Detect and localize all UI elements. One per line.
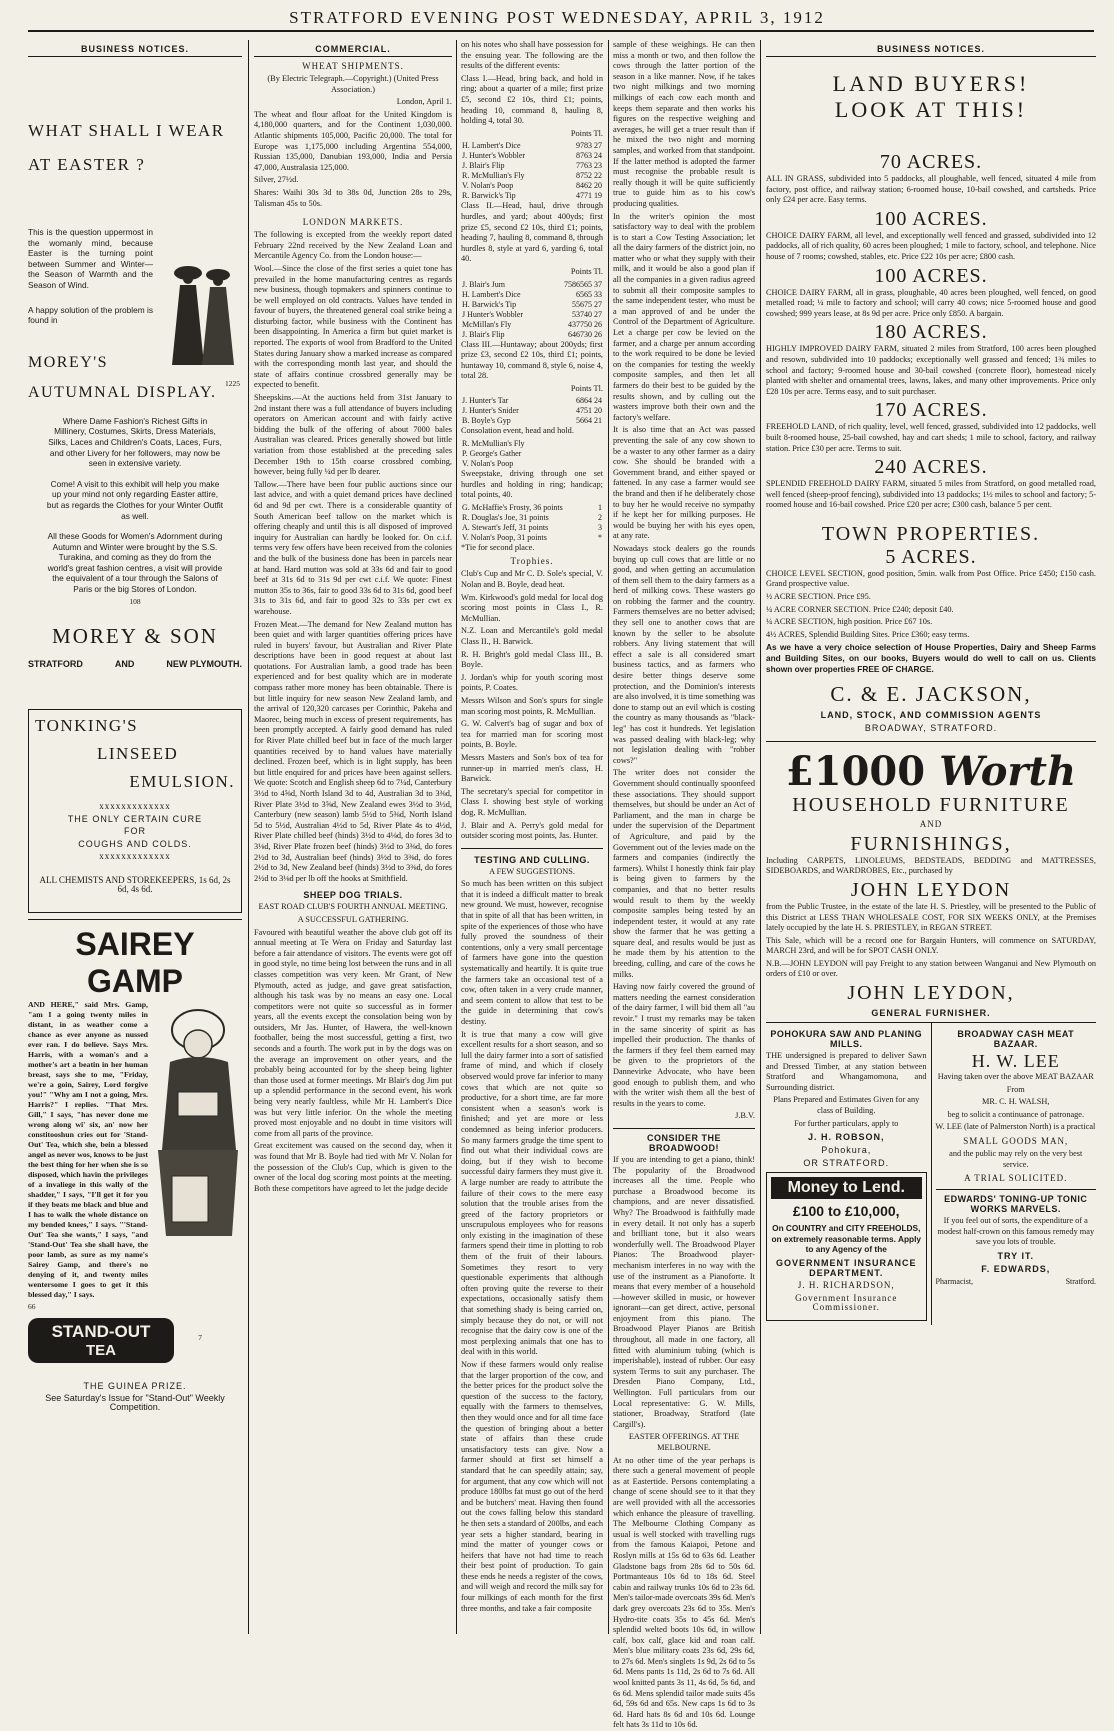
dog-name: J Hunter's Wobbler <box>462 309 524 319</box>
dog-name: P. George's Gather <box>462 449 522 459</box>
column-sheep-dog-results <box>461 40 603 1634</box>
tonkings-emulsion-ad <box>28 709 242 913</box>
class-heading: Class III.—Huntaway; about 200yds; first prize £3, second £2 10s, third £1; points, huntaway 10, command 8, style 6, noise 4, total 28. <box>461 339 603 381</box>
ad-title: HOUSEHOLD FURNITURE <box>792 794 1070 817</box>
ad-text: On COUNTRY and CITY FREEHOLDS, on extremely reasonable terms. Apply to any Agency of the <box>771 1223 922 1255</box>
acreage-heading: 180 ACRES. <box>874 321 988 344</box>
article-text: Shares: Waihi 30s 3d to 38s 0d, Junction 28s to 29s, Talisman 45s to 50s. <box>254 187 452 208</box>
article-text: If you are intending to get a piano, think! The popularity of the Broadwood increases all the time. People who purchase a Broadwood become its champions, and are never dissatisfied. Why? The Broadwood is faithfully made in every detail. It not only has a superb and brilliant tone, but it also wears wonderfully well. The Broadwood Player Pianos: The Broadwood player-mechanism interferes in no way with the use of the instrument as a Pianoforte. It means that every member of a household—however skilled in music, or however ignorant—can get direct, active, personal enjoyment from this piano. The Broadwood Player Pianos are British throughout, all made in one factory, all fitted with aluminium tubing (which is imperishable), instead of rubber. Our easy system Terms to suit any purchaser. The Dresden Piano Company, Ltd., Wellington. Full particulars from our Local representative: G. W. Mills, stationer, Broadway, Stratford (late Cargill's). <box>613 1154 755 1429</box>
acreage-heading: 5 ACRES. <box>885 545 977 568</box>
result-row <box>461 171 603 181</box>
section-heading: LONDON MARKETS. <box>302 217 404 228</box>
property-text: 4½ ACRES, Splendid Building Sites. Price £360; easy terms. <box>766 629 970 639</box>
article-text: Frozen Meat.—The demand for New Zealand mutton has been quiet and with larger quantities offering prices have ruled in buyers' favour, but Australian and River Plate descriptions have been in good request at about last quotations. For Australian lamb, a good trade has been experienced and for best quality which are in moderate compass rather more money has been obtainable. There is but little inquiry for new season New Zealand lamb, and the arrival of 120,320 carcases per Corinthic, Pakeha and Maorec, being much in excess of present requirements, has been promptly accepted. A fairly good demand has ruled for River Plate chilled beef but in face of the much larger quantities received by to hand values have materially declined. Frozen beef, which is in light supply, has been but little enquired for and prices have been against sellers. We quote: Scotch and English sheep 6d to 7¼d, Canterbury 3½d to 4⅝d, North Island 3d to 4d, Australian 3d to 3⅜d, River Plate 3½d to 3⅝d, New Zealand ewes 3½d to 3½d, Canterbury (new season) lamb 5½d to 5⅜d, North Island 5d to 5½d, Australian 4½d to 5d, River Plate 4s to 4½d, River Plate chilled beef (hinds) 3½d to 4⅛d, do fores 3d to 3⅛d, River Plate frozen beef (hinds) 3½d to 3⅜d, do fores 2½d to 3d, Australian beef (hinds) 3½d to 3⅜d, do fores 2½d to 3d, New Zealand beef (hinds) 3½d to 3⅜d, do fores 2½d to 3⅛d per lb off the hooks at Smithfield. <box>254 619 452 883</box>
column-header: BUSINESS NOTICES. <box>766 44 1096 57</box>
ad-title: AT EASTER ? <box>28 155 146 174</box>
footnote: *Tie for second place. <box>461 542 535 552</box>
trophy-text: The secretary's special for competitor in Class I. showing best style of working dog, R. McMullian. <box>461 786 603 817</box>
agency-name: C. & E. JACKSON, <box>830 682 1032 707</box>
ad-number: 7 <box>198 1333 202 1342</box>
ad-headline <box>766 750 1096 794</box>
worth-word: Worth <box>939 748 1077 796</box>
ad-text: TRY IT. <box>997 1251 1034 1261</box>
ad-title: POHOKURA SAW AND PLANING MILLS. <box>770 1029 923 1050</box>
column-advertisements-left <box>28 44 242 1634</box>
amount: £1000 <box>785 748 926 796</box>
dog-points <box>599 449 603 459</box>
dog-points: 6565 33 <box>576 289 602 299</box>
trophy-text: R. H. Bright's gold medal Class III., B. Boyle. <box>461 649 603 670</box>
right-ad-column <box>932 1023 1097 1324</box>
ornament: xxxxxxxxxxxxx <box>99 801 171 811</box>
results-table-consolation <box>461 439 603 469</box>
ad-text: Where Dame Fashion's Richest Gifts in Millinery, Costumes, Skirts, Dress Materials, Silks, Laces and Children's Coats, Laces, Furs, and other Livery for her followers, may now be seen in extensive variety. <box>48 415 222 469</box>
firm-towns <box>28 659 242 669</box>
article-text: Sheepskins.—At the auctions held from 31st January to 2nd instant there was a full attendance of buyers including operators on American account and with fairly active bidding the bulk of the offering of about 7000 bales Australian was cleared. Prices generally showed but little variation from those established at the preceding sales December 19th to 15th coarse crossbred combing, however, being fully ¼d per lb dearer. <box>254 393 452 477</box>
dog-name: J. Blair's Flip <box>462 329 505 339</box>
pharmacy-footer <box>936 1277 1097 1286</box>
ad-title: EMULSION. <box>129 772 235 791</box>
section-heading: CONSIDER THE BROADWOOD! <box>613 1128 755 1153</box>
property-text: SPLENDID FREEHOLD DAIRY FARM, situated 5 miles from Stratford, on good metalled road, well fenced (sheep-proof fencing), subdivided into 13 paddocks; 1½ miles to school and factory; 5-roomed house and 16-bail cowshed. Price £20 per acre; £300 cash, balance 5 per cent. <box>766 479 1096 510</box>
dog-name: R. McMullian's Fly <box>462 171 525 181</box>
class-heading: Consolation event, head and hold. <box>461 426 574 436</box>
trophy-text: Club's Cup and Mr C. D. Sole's special, V. Nolan and B. Boyle, dead heat. <box>461 569 603 590</box>
ad-text: Plans Prepared and Estimates Given for any class of Building. <box>773 1095 920 1116</box>
results-table-class-1 <box>461 141 603 201</box>
contact-place: OR STRATFORD. <box>803 1158 890 1169</box>
sairey-gamp-ad <box>28 919 242 1413</box>
dog-name: J. Hunter's Snider <box>462 406 519 416</box>
column-header: COMMERCIAL. <box>254 44 452 57</box>
agency-note: As we have a very choice selection of House Properties, Dairy and Sheep Farms and Building Sites, on our books, Buyers would do well to call on us. Clients shown over properties FREE OF CHARGE. <box>766 642 1096 674</box>
ad-text: Having taken over the above MEAT BAZAAR <box>937 1072 1094 1082</box>
masthead: STRATFORD EVENING POST WEDNESDAY, APRIL 3, 1912 <box>289 8 825 27</box>
ad-text: from the Public Trustee, in the estate of the late H. S. Priestley, will be presented to the Public of this District at LESS THAN WHOLESALE COST, FOR SIX WEEKS ONLY, at the Premises lately occupied by the late H. S. PRIESTLEY, in REGAN STREET. <box>766 901 1096 933</box>
brand-name: STAND-OUT <box>51 1321 151 1341</box>
result-row <box>461 439 603 449</box>
result-row <box>461 330 603 340</box>
ad-number: 108 <box>129 596 141 606</box>
dog-points <box>599 459 603 469</box>
dog-name: A. Stewart's Jeff, 31 points <box>462 522 549 532</box>
article-text: Having now fairly covered the ground of matters needing the earnest consideration of the dairy farmer, I will bid them all "au revoir." I trust my remarks may be taken in the same sincerity of spirit as has impelled their production. The thanks of the farmers if they feel them earned may be given to the proprietors of the Dannevirke Advocate, who have been good enough to publish them, and who with the writer wish them all the best of results in the years to come. <box>613 982 755 1108</box>
ornament: xxxxxxxxxxxxx <box>99 851 171 861</box>
ad-title: EDWARDS' TONING-UP TONIC WORKS MARVELS. <box>936 1189 1097 1214</box>
section-heading: TOWN PROPERTIES. <box>821 522 1041 545</box>
ad-title: SAIREY GAMP <box>75 926 195 999</box>
fashion-ladies-illustration <box>158 261 243 371</box>
result-row <box>461 406 603 416</box>
acreage-heading: 170 ACRES. <box>874 399 988 422</box>
article-text: At no other time of the year perhaps is there such a general movement of people as at Eastertide. Persons contemplating a change of scene should see to it that they are well provided with all the accessories which enhance the pleasure of travelling. The Melbourne Clothing Company as usual is well stocked with travelling rugs from the famous Kaiapoi, Petone and Roslyn mills at 15s 6d to 63s 6d. Leather Gladstone bags from 28s 6d to 50s 6d. Portmanteaus 10s 6d to 18s 6d. Steel cabin and railway trunks 10s 6d to 23s 6d. Men's tailor-made overcoats 39s 6d. Men's dark grey overcoats 23s 6d to 35s. Men's Hydro-tite coats 35s to 45s 6d. Men's splendid welted boots 10s 6d, in willow calf, box calf, glace kid and roan calf. Men's blue military coats 23s 6d, 29s 6d, to 27s 6d. Men's singlets 1s 9d, 2s 6d to 5s 6d. Mens pants 1s 11d, 2s 6d to 7s 6d. All wool knitted pants 3s 11, 4s 6d, 5s 6d, and 6s 6d. Mens splendid tailor made suits 45s 6d, 59s 6d and 65s. New caps 1s 6d to 3s 6d. Hard hats 8s 6d and 10s 6d. Lounge felt hats 3s 11d to 10s 6d. <box>613 1455 755 1730</box>
article-text: Now if these farmers would only realise that the larger proportion of the cow, and the better prices for the product solve the question of the success to the factory, equally with the farmers to themselves, then they would once and for all time face the question of bringing about a better state of affairs than these crude unsatisfactory tests can give. Now a farmer should at first set himself a standard that he can speedily attain; say, for argument, that any cow which will not produce 180lbs fat must go out of the herd and be butchers' meat. Having then found out the cows falling below this standard he then sets a standard of 200lbs, and each year sets a higher standard, bearing in mind the matter of younger cows or heifers that have not had time to reach their best point of production. To gain these ends he needs a register of the cows, and will weigh and record the milk say for four milkings of each month for the first three months, and take a fair composite <box>461 1360 603 1613</box>
dog-points: 5664 21 <box>576 416 602 426</box>
property-text: ½ ACRE SECTION. Price £95. <box>766 592 871 602</box>
dog-name: J. Hunter's Tar <box>462 396 509 406</box>
ad-title: AUTUMNAL DISPLAY. <box>28 383 217 401</box>
article-text: Nowadays stock dealers go the rounds buying up cull cows that are little or no good, and when getting an accumulation of them sell them to the dairy farmers as a herd of milking cows. These wasters go on robbing the farmer and the country. Farmers themselves are no better advised; they sell one to another cows that are known by the seller to be absolute robbers. Any living statement that will effect a sale is all considered smart business tactics, and as farmers who desire better things deserve some protection, and the Dominion's interests are also involved, it is time something was done to stamp out an evil which is costing the country as many thousands as "black-leg" has cost it hundreds. Yet legislation was passed dealing with black-leg; why not legislation dealing with "robber cows?" <box>613 543 755 765</box>
ad-text: Come! A visit to this exhibit will help you make up your mind not only regarding Easter attire, but as regards the Clothes for your Winter Outfit as well. <box>46 478 224 521</box>
ad-text: If you feel out of sorts, the expenditure of a modest half-crown on this famous remedy may save you lots of trouble. <box>937 1216 1095 1247</box>
ad-text: This Sale, which will be a record one for Bargain Hunters, will commence on SATURDAY, MARCH 23rd, and will be for SPOT CASH ONLY. <box>766 935 1096 956</box>
article-text: Silver, 27½d. <box>254 175 299 185</box>
pharmacist-name: F. EDWARDS, <box>981 1264 1051 1274</box>
points-label: Points Tl. <box>570 383 603 393</box>
property-text: CHOICE DAIRY FARM, all in grass, ploughable, 40 acres been ploughed, well fenced, on good metalled road; ¼ mile to factory and school; will carry 40 cows; nice 5-roomed house and good cowshed; 999 years lease, at 8s 9d per acre. Price only £850. A bargain. <box>766 287 1096 318</box>
class-heading: Sweepstake, driving through one set hurdles and holding in ring; handicap; total points, 40. <box>461 469 603 500</box>
property-text: FREEHOLD LAND, of rich quality, level, well fenced, grassed, subdivided into 12 paddocks, well built 8-roomed house, 25-bail cowshed, hay and cart sheds; 1 mile to school, factory, and railway station. Price £30 per acre. Terms to suit. <box>766 422 1096 453</box>
dog-name: H. Barwick's Tip <box>462 299 517 309</box>
property-text: ¼ ACRE SECTION, high position. Price £67 10s. <box>766 617 933 627</box>
section-heading: SHEEP DOG TRIALS. <box>303 890 403 901</box>
ad-number: 66 <box>28 1302 36 1311</box>
ad-text: and the public may rely on the very best service. <box>949 1149 1083 1169</box>
loan-amount: £100 to £10,000, <box>792 1203 900 1220</box>
section-heading: WHEAT SHIPMENTS. <box>302 61 404 71</box>
commissioner-name: J. H. RICHARDSON, <box>797 1280 895 1290</box>
result-row <box>461 300 603 310</box>
dog-name: R. Douglas's Joe, 31 points <box>462 512 549 522</box>
result-row <box>461 181 603 191</box>
class-heading: Class II.—Head, haul, drive through hurdles, and yard; about 400yds; first prize £5, second £2 10s, third £1; points, heading 7, hauling 8, command 8, through hurdles 8, style at yard 6, yarding 6, total 40. <box>461 201 603 264</box>
property-text: CHOICE LEVEL SECTION, good position, 5min. walk from Post Office. Price £450; £150 cash. Grand prospective value. <box>766 568 1096 589</box>
article-text: Wool.—Since the close of the first series a quiet tone has prevailed in the home manufacturing centres as regards new business, though topmakers and spinners continue to be well employed on old contracts. Values have tended in favour of buyers, the threatened general coal strike being a disturbing factor, while business with the Continent has been disappointing. In America a firm but quiet market is reported. The exports of wool from Bradford to the United States during January show a marked increase as compared with the corresponding month last year, and should the state of affairs continue crossbred generally may be expected to benefit. <box>254 263 452 390</box>
result-row <box>461 290 603 300</box>
property-text: ¼ ACRE CORNER SECTION. Price £240; deposit £40. <box>766 604 954 614</box>
article-text: Favoured with beautiful weather the above club got off its annual meeting at Te Wera on Friday and Saturday last before a fair attendance of visitors. The events were got off in good style, no time being lost between the runs and in all classes competition was very keen. Mr Grant, of New Plymouth, acted as judge, and gave great satisfaction, although his task was by no means an easy one. Local competitors were not quite so successful as in former years, all the events except the consolation being won by outsiders, Mr Jas. Hunter, of Hawera, the well-known footballer, being the most successful, getting a first, two seconds and a fourth. The work put in by the dogs was on the average an improvement on other years, and the probably being accounted for by the sheep being lighter than those used at former meetings. Mr Blair's dog Jim put up a splendid performance in the second event, his work being very nearly faultless, while Mr H. Lambert's Dice was but very little inferior. On the whole the meeting proved most enjoyable and no doubt in time visitors will come from all parts of the province. <box>254 927 452 1138</box>
ad-text: A TRIAL SOLICITED. <box>964 1173 1068 1184</box>
ad-text: SMALL GOODS MAN, <box>963 1136 1069 1147</box>
dog-name: McMillan's Fly <box>462 319 512 329</box>
contact-name: J. H. ROBSON, <box>807 1132 885 1143</box>
trophy-text: Messrs Masters and Son's box of tea for runner-up in married men's class, H. Barwick. <box>461 752 603 784</box>
dog-name: V. Nolan's Poop, 31 points <box>462 532 547 542</box>
section-heading: TESTING AND CULLING. <box>461 848 603 865</box>
property-text: HIGHLY IMPROVED DAIRY FARM, situated 2 miles from Stratford, 100 acres been ploughed and resown, subdivided into 10 paddocks; exceptionally well grassed and fenced; 1¾ miles to school and factory; 9-roomed house and 30-bail cowshed (concrete floor), homestead nicely planted with shelter and ornamental trees, lawns, lakes, and many other improvements. Price only £28 10s per acre. Terms easy, and to suit purchaser. <box>766 344 1096 396</box>
trophy-text: Wm. Kirkwood's gold medal for local dog scoring most points in Class I., R. McMullian. <box>461 592 603 623</box>
dog-name: J. Hunter's Wobbler <box>462 151 526 161</box>
department-name: GOVERNMENT INSURANCE DEPARTMENT. <box>775 1258 917 1278</box>
dog-points: 53740 27 <box>572 309 602 319</box>
ad-title: FURNISHINGS, <box>850 832 1012 855</box>
ad-title: BROADWAY CASH MEAT BAZAAR. <box>957 1029 1075 1050</box>
points-label: Points Tl. <box>570 266 603 276</box>
town-name: STRATFORD <box>28 659 83 670</box>
commissioner-title: Government Insurance Commissioner. <box>795 1292 898 1312</box>
points-label: Points Tl. <box>570 128 603 138</box>
dog-points: 3 <box>598 522 602 532</box>
result-row <box>461 161 603 171</box>
result-row <box>461 396 603 406</box>
result-row <box>461 191 603 201</box>
dog-name: H. Lambert's Dice <box>462 289 521 299</box>
easter-wear-ad <box>28 121 242 670</box>
trophy-text: J. Jordan's whip for youth scoring most points, P. Coates. <box>461 672 603 693</box>
article-text: It is also time that an Act was passed preventing the sale of any cow shown to be a waster to any other farmer as a dairy cow. She should be branded with a Government brand, and either spayed or fattened. In any case a farmer would see the brand and then if he deliberately chose to buy her he would receive no sympathy if he kept her for milking purposes. He would be buying her with his eyes open, at any rate. <box>613 425 755 541</box>
dog-points: 1 <box>598 502 602 512</box>
ad-number: 1225 <box>225 379 240 388</box>
dog-points <box>599 439 603 449</box>
column-header: BUSINESS NOTICES. <box>28 44 242 57</box>
contact-place: Pohokura, <box>821 1145 872 1156</box>
result-row <box>461 513 603 523</box>
dog-name: J. Blair's Flip <box>462 161 505 171</box>
dog-name: G. McHaffie's Frosty, 36 points <box>462 502 563 512</box>
acreage-heading: 100 ACRES. <box>874 207 988 230</box>
ad-text: This is the question uppermost in the womanly mind, because Easter is the turning point between Summer and Winter—the Season of Warmth and the Season of Wind. <box>28 227 153 290</box>
ad-text: For further particulars, apply to <box>794 1118 899 1128</box>
ad-title: MOREY'S <box>28 353 109 371</box>
article-text: It is true that many a cow will give excellent results for a short season, and so lull the dairy farmer into a sort of satisfied frame of mind, and which if closely observed would prove far inferior to many cows that which are not quite so productive, for a short time, are far more consistent when a season's work is finished; and yet are more or less condemned as being inferior producers. So many farmers grudge the time spent to find out what their individual cows are doing, but if they wish to become successful dairy farmers they must give it. A large number are ready to attribute the failure of their cows to the mere easy solution that the trouble arises from the greed of the factory proprietors or unscrupulous employees who for reasons only existing in the imagination of these farmers spend their time in plotting to rob them of the fruit of their labours. Sometimes they resort to very questionable experiments that although often proving quite the reverse to their expectations, occasionally satisfy them that something shady is being carried on, simply because they do not, or will not recognise that the dairy cow is one of the most perplexing animals that one has to deal with in this world. <box>461 1029 603 1357</box>
ad-text: MR. C. H. WALSH, <box>982 1097 1050 1107</box>
dog-points: 55675 27 <box>572 299 602 309</box>
ad-text: W. LEE (late of Palmerston North) is a practical <box>935 1122 1096 1132</box>
dog-points: 7586565 37 <box>564 279 602 289</box>
acreage-heading: 100 ACRES. <box>874 264 988 287</box>
dog-name: R. McMullian's Fly <box>462 439 525 449</box>
agency-address: BROADWAY, STRATFORD. <box>864 723 998 734</box>
ad-text: AND <box>919 819 943 830</box>
subheading: A FEW SUGGESTIONS. <box>489 866 575 876</box>
left-ad-column <box>766 1023 932 1324</box>
column-testing-culling <box>613 40 755 1730</box>
brand-name: TEA <box>86 1341 116 1359</box>
town-and: AND <box>114 659 135 670</box>
trophies-heading: Trophies. <box>510 556 554 567</box>
ad-title: WHAT SHALL I WEAR <box>28 121 225 140</box>
dog-points: 2 <box>598 512 602 522</box>
prize-text: See Saturday's Issue for "Stand-Out" Weekly Competition. <box>45 1392 225 1412</box>
acreage-heading: 70 ACRES. <box>879 151 983 173</box>
masthead-rule <box>28 30 1094 32</box>
column-divider <box>248 40 249 1634</box>
dateline: London, April 1. <box>396 97 452 107</box>
column-advertisements-right <box>766 44 1096 1634</box>
article-text: Great excitement was caused on the second day, when it was found that Mr B. Boyle had tied with Mr V. Nolan for the possession of the Club's Cup, which is given to the owner of the local dog scoring most points at the meeting. Both these competitors have agreed to let the judge decide <box>254 1141 452 1193</box>
ad-title: LOOK AT THIS! <box>834 97 1028 122</box>
merchant-name: JOHN LEYDON, <box>847 982 1015 1005</box>
article-text: The writer does not consider the Government should continually spoonfeed these associations. They should support themselves, but should be under an Act of Parliament, and the man in charge be under the supervision of the Department of Agriculture, and paid by the Government out of the levies made on the farmers and companies (indirectly the farmers). Whilst I honestly think fair play is being given to farmers by the companies, and that no better results would result to them by the weekly composite samples being tested by an independent tester, it would at any rate show the farmer that he was getting a square deal, and results would be just as he made them by his attention to the breeding, culling, and care of the cows he milks. <box>613 768 755 979</box>
ad-text: Including CARPETS, LINOLEUMS, BEDSTEADS, BEDDING and MATTRESSES, SIDEBOARDS, and WARDROBES, Etc., purchased by <box>766 855 1096 876</box>
dog-points: 437750 26 <box>568 319 602 329</box>
signature: J.B.V. <box>735 1111 755 1121</box>
dog-points: * <box>598 532 602 542</box>
ad-text: THE undersigned is prepared to deliver Sawn and Dressed Timber, at any station between Stratford and Whangamomona, and Surrounding district. <box>766 1051 927 1092</box>
dog-points: 4751 20 <box>576 406 602 416</box>
article-text: The wheat and flour afloat for the United Kingdom is 4,180,000 quarters, and for the Continent 1,030,000. Atlantic shipments 105,000, Pacific 20,000. The total for Europe was 1,175,000 including Argentina 554,000, Russian 135,000, Danubian 193,000, India and Persia 47,000, Australasia 125,000. <box>254 109 452 172</box>
dog-points: 646730 26 <box>568 329 602 339</box>
article-text: In the writer's opinion the most satisfactory way to deal with the problem is to start a Cow Testing Association; let all the dairy farmers of the district join, no matter who or what they supply with their milk, and it would be also a good plan if all the companies in a given radius agreed to submit all their composite samples to the same independent tester, who must be a man approved of and be under the Control of the Department of Agriculture. Let a charge per cow be levied on the farmer, and a charge per annum according to the work required to be done be levied on the companies for testing the weekly composite samples, and then let all farmers do their best to be guided by the results shown, and by culling out the wasters improve both their own and the factory's welfare. <box>613 211 755 422</box>
ad-title: Money to Lend. <box>771 1177 922 1199</box>
ad-text: AND HERE," said Mrs. Gamp, "am I a going twenty miles in distant, in as weather come a chance as ever anyone as nussed ever ran. I do believe. Says Mrs. Harris, with a woman's and a mother's art a beatin in her human breast, says she to me, "Friday, we're a goin, Sairey, Lord forgive you!" "Why am I not a going, Mrs. Harris?" I replies. "That Mrs. Gill," I says, "has never done me wrong along wi' six, an' now her constitooshun cries out for 'Stand-Out' Tea, which she, bein a blessed angel as never wos, knows to be just the best thing for her when she is so disposed, which havin the privileges of a invaliege in this wally of the shadder," I says, "I'll get it for you if they beats me black and blue and I has to walk the whole distance on my bended knees," I says. "'Stand-Out' Tea she wants," I says, "and 'Stand-Out' Tea she shall have, the poor lamb, as sure as my name's Sairey Gamp, and there's no denying of it, and twenty miles wentersome I goes to get it this blessed day," I says. <box>28 1000 148 1299</box>
pharmacy-town: Stratford. <box>1065 1277 1096 1286</box>
merchant-name: JOHN LEYDON <box>850 878 1012 901</box>
ad-title: TONKING'S <box>35 716 139 735</box>
article-text: Tallow.—There have been four public auctions since our last advice, and with a quiet demand prices have declined 6d and 9d per cwt. There is a considerable quantity of South American beef tallow on the market which is offering cheaply and until this is all disposed of improved inquiry for Australian can hardly be looked for. On c.i.f. terms very few offers have been received from the colonies and the bulk of the business done has been in parcels near at hand. Hard mutton was sold at 33s 6d and fair to good beef at 31s 6d to 31s 9d per cwt c.i.f. We quote: Finest mutton 35s to 36s, fair to good 33s 6d to 31s 6d, good beef 31s to 31s 6d, and fair to good 32s to 33s per cwt ex warehouse. <box>254 479 452 616</box>
dog-points: 8462 20 <box>576 181 602 191</box>
bottom-ads <box>766 1022 1096 1324</box>
dog-name: V. Nolan's Poop <box>462 459 514 469</box>
article-text: The following is excepted from the weekly report dated February 22nd received by the New Zealand Loan and Mercantile Agency Co. from the London house:— <box>254 230 452 261</box>
ad-text: FOR <box>124 826 146 836</box>
dog-name: H. Lambert's Dice <box>462 141 521 151</box>
dog-points: 8752 22 <box>576 171 602 181</box>
class-heading: Class I.—Head, bring back, and hold in ring; about a quarter of a mile; first prize £5, second £2 10s, third £1; points, heading 10, command 8, hauling 8, holding 4, total 30. <box>461 73 603 126</box>
article-text: on his notes who shall have possession for the ensuing year. The following are the results of the different events: <box>461 40 603 71</box>
dog-name: B. Boyle's Gyp <box>462 416 511 426</box>
acreage-heading: 240 ACRES. <box>874 456 988 479</box>
results-table-class-2 <box>461 280 603 340</box>
dog-name: R. Barwick's Tip <box>462 191 516 201</box>
trophy-text: J. Blair and A. Perry's gold medal for outsider scoring most points, Jas. Hunter. <box>461 820 603 841</box>
dog-points: 7763 23 <box>576 161 602 171</box>
result-row <box>461 459 603 469</box>
results-table-sweepstake <box>461 503 603 543</box>
dog-points: 8763 24 <box>576 151 602 161</box>
subheading: EASTER OFFERINGS. AT THE MELBOURNE. <box>628 1432 740 1452</box>
trophy-text: N.Z. Loan and Mercantile's gold medal Class II., H. Barwick. <box>461 626 603 646</box>
ad-text: THE ONLY CERTAIN CURE <box>67 813 203 824</box>
ad-text: N.B.—JOHN LEYDON will pay Freight to any station between Wanganui and New Plymouth on orders of £10 or over. <box>766 958 1096 979</box>
dateline: (By Electric Telegraph.—Copyright.) (United Press Association.) <box>267 74 439 94</box>
town-name: NEW PLYMOUTH. <box>166 659 242 670</box>
ad-text: From <box>1006 1084 1025 1094</box>
result-row <box>461 141 603 151</box>
results-table-class-3 <box>461 396 603 426</box>
result-row <box>461 523 603 533</box>
result-row <box>461 449 603 459</box>
pharmacist-title: Pharmacist, <box>935 1277 974 1286</box>
result-row <box>461 416 603 426</box>
dog-points: 4771 19 <box>576 191 602 201</box>
ad-title: LAND BUYERS! <box>832 71 1030 96</box>
column-divider <box>456 40 457 1634</box>
stand-out-tea-banner <box>28 1318 174 1363</box>
merchant-title: GENERAL FURNISHER. <box>871 1008 991 1019</box>
subheading: A SUCCESSFUL GATHERING. <box>297 914 409 924</box>
column-divider <box>760 40 761 1634</box>
result-row <box>461 280 603 290</box>
article-text: So much has been written on this subject that it is indeed a difficult matter to break new ground. We must, however, recognise that in spite of all that has been written, in spite of the experiences of those who have fully proved the soundness of their contentions, only a very small percentage of farmers have gone into the question systematically and heartily. It is quite true the farmers take an occasional test of a cow, often taken in a very crude manner, and seem content to allow that test to be the guide in determining that cow's destiny. <box>461 879 603 1026</box>
prize-title: THE GUINEA PRIZE. <box>83 1380 187 1391</box>
result-row <box>461 310 603 320</box>
subheading: EAST ROAD CLUB'S FOURTH ANNUAL MEETING. <box>258 902 448 912</box>
property-text: ALL IN GRASS, subdivided into 5 paddocks, all ploughable, well fenced, situated 4 mile from factory, post office, and railway station; 6-roomed house, 10-bail cowshed, and cartsheds. Price only £24 per acre. Easy terms. <box>766 174 1096 205</box>
property-text: CHOICE DAIRY FARM, all level, and exceptionally well fenced and grassed, subdivided into 12 paddocks, all of rich quality, 60 acres been ploughed; 1 mile to factory, school, and telephone. Nice house of 7 rooms; cowshed, stables, etc. Price £22 10s per acre; £800 cash. <box>766 230 1096 261</box>
furniture-ad <box>766 741 1096 1018</box>
ad-text: beg to solicit a continuance of patronage. <box>947 1109 1085 1119</box>
result-row <box>461 320 603 330</box>
column-commercial <box>254 44 452 1634</box>
butcher-name: H. W. LEE <box>971 1051 1060 1072</box>
dog-points: 9783 27 <box>576 141 602 151</box>
ad-title: LINSEED <box>97 744 179 763</box>
result-row <box>461 503 603 513</box>
dog-name: V. Nolan's Poop <box>462 181 514 191</box>
column-divider <box>608 40 609 1634</box>
agency-subtitle: LAND, STOCK, AND COMMISSION AGENTS <box>820 710 1042 721</box>
ad-text: A happy solution of the problem is found in <box>28 304 153 326</box>
trophy-text: G. W. Calvert's bag of sugar and box of tea for married man for scoring most points, B. Boyle. <box>461 719 603 750</box>
article-text: sample of these weighings. He can then miss a month or two, and then follow the cows through the latter portion of the season in a like manner. Now, if he takes two night milkings and two morning milkings of each cow each month and keeps them separate and then works his figures on the respective weighing and averages, he will get a truer result than if he mixed the two night and morning samples, and worked from that standpoint. If the latter method is adopted the farmer must recognise the probable result is really though it will be quite sufficiently true to guide him as to his cow's producing qualities. <box>613 40 755 208</box>
result-row <box>461 533 603 543</box>
money-to-lend-ad <box>766 1172 927 1320</box>
dog-name: J. Blair's Jum <box>462 279 505 289</box>
dog-points: 6864 24 <box>576 396 602 406</box>
sairey-gamp-illustration <box>148 1000 242 1250</box>
ad-text: All these Goods for Women's Adornment during Autumn and Winter were brought by the S.S. Turakina, and coming as they do from the world's great fashion centres, a visit will provide the equivalent of a tour through the Salons of Paris or the big Stores of London. <box>47 531 223 595</box>
ad-price: ALL CHEMISTS AND STOREKEEPERS, 1s 6d, 2s 6d, 4s 6d. <box>39 874 231 894</box>
firm-name: MOREY & SON <box>52 624 218 649</box>
trophy-text: Messrs Wilson and Son's spurs for single man scoring most points, R. McMullian. <box>461 695 603 716</box>
result-row <box>461 151 603 161</box>
ad-text: COUGHS AND COLDS. <box>78 838 192 849</box>
